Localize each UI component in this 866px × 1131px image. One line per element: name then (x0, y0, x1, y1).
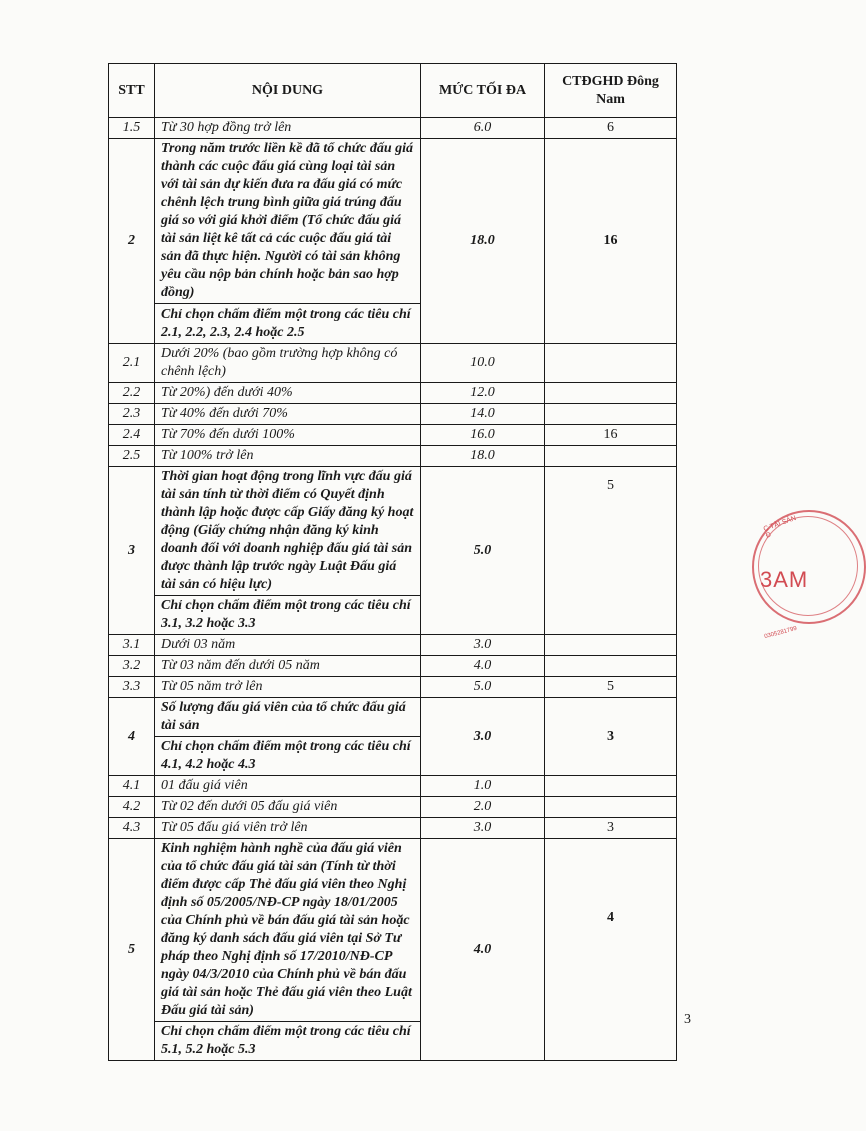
row-max: 14.0 (421, 404, 545, 425)
row-stt: 3.1 (109, 635, 155, 656)
row-max: 3.0 (421, 635, 545, 656)
row-content: Kinh nghiệm hành nghề của đấu giá viên của tổ chức đấu giá tài sản (Tính từ thời điểm được cấp Thẻ đấu giá viên theo Nghị định số 05/2005/NĐ-CP ngày 18/01/2005 của Chính phủ về bán đấu giá tài sản hoặc đăng ký danh sách đấu giá viên tại Sở Tư pháp theo Nghị định số 17/2010/NĐ-CP ngày 04/3/2010 của Chính phủ về bán đấu giá tài sản hoặc Thẻ đấu giá viên theo Luật Đấu giá tài sản) (155, 839, 421, 1022)
row-max: 12.0 (421, 383, 545, 404)
header-max-score: MỨC TỐI ĐA (421, 64, 545, 118)
page-number: 3 (684, 1012, 691, 1027)
row-stt: 3.3 (109, 677, 155, 698)
row-content: Từ 20%) đến dưới 40% (155, 383, 421, 404)
row-max: 5.0 (421, 467, 545, 635)
row-content: Từ 05 năm trở lên (155, 677, 421, 698)
table-header-row (109, 64, 677, 118)
row-content: Thời gian hoạt động trong lĩnh vực đấu giá tài sản tính từ thời điểm có Quyết định thành lập hoặc được cấp Giấy đăng ký hoạt động (Giấy chứng nhận đăng ký kinh doanh đối với doanh nghiệp đấu giá tài sản được thành lập trước ngày Luật Đấu giá tài sản có hiệu lực) (155, 467, 421, 596)
row-note: Chỉ chọn chấm điểm một trong các tiêu chí 4.1, 4.2 hoặc 4.3 (155, 737, 421, 776)
row-stt: 2.4 (109, 425, 155, 446)
scoring-table (108, 63, 677, 1061)
stamp-text-bottom: 0305281799 (763, 625, 798, 641)
row-max: 18.0 (421, 139, 545, 344)
table-row (109, 818, 677, 839)
table-row (109, 698, 677, 737)
row-score (545, 344, 677, 383)
row-score (545, 635, 677, 656)
table-row (109, 677, 677, 698)
row-score: 16 (545, 425, 677, 446)
table-row (109, 797, 677, 818)
row-content: Từ 40% đến dưới 70% (155, 404, 421, 425)
row-content: Từ 02 đến dưới 05 đấu giá viên (155, 797, 421, 818)
row-content: Số lượng đấu giá viên của tổ chức đấu giá tài sản (155, 698, 421, 737)
row-max: 6.0 (421, 118, 545, 139)
row-score (545, 656, 677, 677)
table-row (109, 776, 677, 797)
table-row (109, 635, 677, 656)
row-max: 18.0 (421, 446, 545, 467)
row-max: 4.0 (421, 656, 545, 677)
row-score (545, 446, 677, 467)
row-max: 10.0 (421, 344, 545, 383)
row-stt: 1.5 (109, 118, 155, 139)
row-content: Dưới 20% (bao gồm trường hợp không có chênh lệch) (155, 344, 421, 383)
table-row (109, 383, 677, 404)
row-score: 3 (545, 818, 677, 839)
row-content: Từ 100% trở lên (155, 446, 421, 467)
table-row (109, 404, 677, 425)
row-score (545, 404, 677, 425)
row-stt: 2.2 (109, 383, 155, 404)
row-max: 16.0 (421, 425, 545, 446)
row-stt: 4.1 (109, 776, 155, 797)
row-content: Dưới 03 năm (155, 635, 421, 656)
row-max: 3.0 (421, 698, 545, 776)
table-row (109, 446, 677, 467)
stamp-text: 3AM (760, 567, 809, 592)
row-stt: 3 (109, 467, 155, 635)
row-note: Chỉ chọn chấm điểm một trong các tiêu chí 2.1, 2.2, 2.3, 2.4 hoặc 2.5 (155, 304, 421, 344)
table-row (109, 344, 677, 383)
row-max: 3.0 (421, 818, 545, 839)
row-max: 5.0 (421, 677, 545, 698)
table-row (109, 118, 677, 139)
row-max: 1.0 (421, 776, 545, 797)
row-score: 3 (545, 698, 677, 776)
row-stt: 4.3 (109, 818, 155, 839)
row-content: Từ 03 năm đến dưới 05 năm (155, 656, 421, 677)
row-score: 5 (545, 677, 677, 698)
row-max: 4.0 (421, 839, 545, 1061)
row-note: Chỉ chọn chấm điểm một trong các tiêu chí 3.1, 3.2 hoặc 3.3 (155, 596, 421, 635)
row-note: Chỉ chọn chấm điểm một trong các tiêu chí 5.1, 5.2 hoặc 5.3 (155, 1022, 421, 1061)
row-stt: 4 (109, 698, 155, 776)
stamp-text-top: C TÀI SẢN Đ (762, 514, 798, 540)
row-score: 4 (545, 839, 677, 1061)
row-max: 2.0 (421, 797, 545, 818)
row-stt: 4.2 (109, 797, 155, 818)
table-row (109, 425, 677, 446)
table-row (109, 139, 677, 304)
row-stt: 5 (109, 839, 155, 1061)
row-score (545, 797, 677, 818)
row-content: Từ 30 hợp đồng trở lên (155, 118, 421, 139)
header-content: NỘI DUNG (155, 64, 421, 118)
row-content: Từ 70% đến dưới 100% (155, 425, 421, 446)
row-content: 01 đấu giá viên (155, 776, 421, 797)
table-row (109, 467, 677, 596)
table-row (109, 839, 677, 1022)
row-stt: 2.1 (109, 344, 155, 383)
header-org-score: CTĐGHD Đông Nam (545, 64, 677, 118)
row-stt: 2 (109, 139, 155, 344)
row-score (545, 383, 677, 404)
row-stt: 3.2 (109, 656, 155, 677)
row-stt: 2.3 (109, 404, 155, 425)
row-score: 5 (545, 467, 677, 635)
row-content: Từ 05 đấu giá viên trở lên (155, 818, 421, 839)
header-stt: STT (109, 64, 155, 118)
row-score (545, 776, 677, 797)
row-stt: 2.5 (109, 446, 155, 467)
row-score: 16 (545, 139, 677, 344)
row-score: 6 (545, 118, 677, 139)
table-row (109, 656, 677, 677)
row-content: Trong năm trước liền kề đã tổ chức đấu giá thành các cuộc đấu giá cùng loại tài sản với tài sản dự kiến đưa ra đấu giá có mức chênh lệch trung bình giữa giá trúng đấu giá so với giá khởi điểm (Tổ chức đấu giá tài sản liệt kê tất cả các cuộc đấu giá tài sản đã thực hiện. Người có tài sản không yêu cầu nộp bản chính hoặc bản sao hợp đồng) (155, 139, 421, 304)
